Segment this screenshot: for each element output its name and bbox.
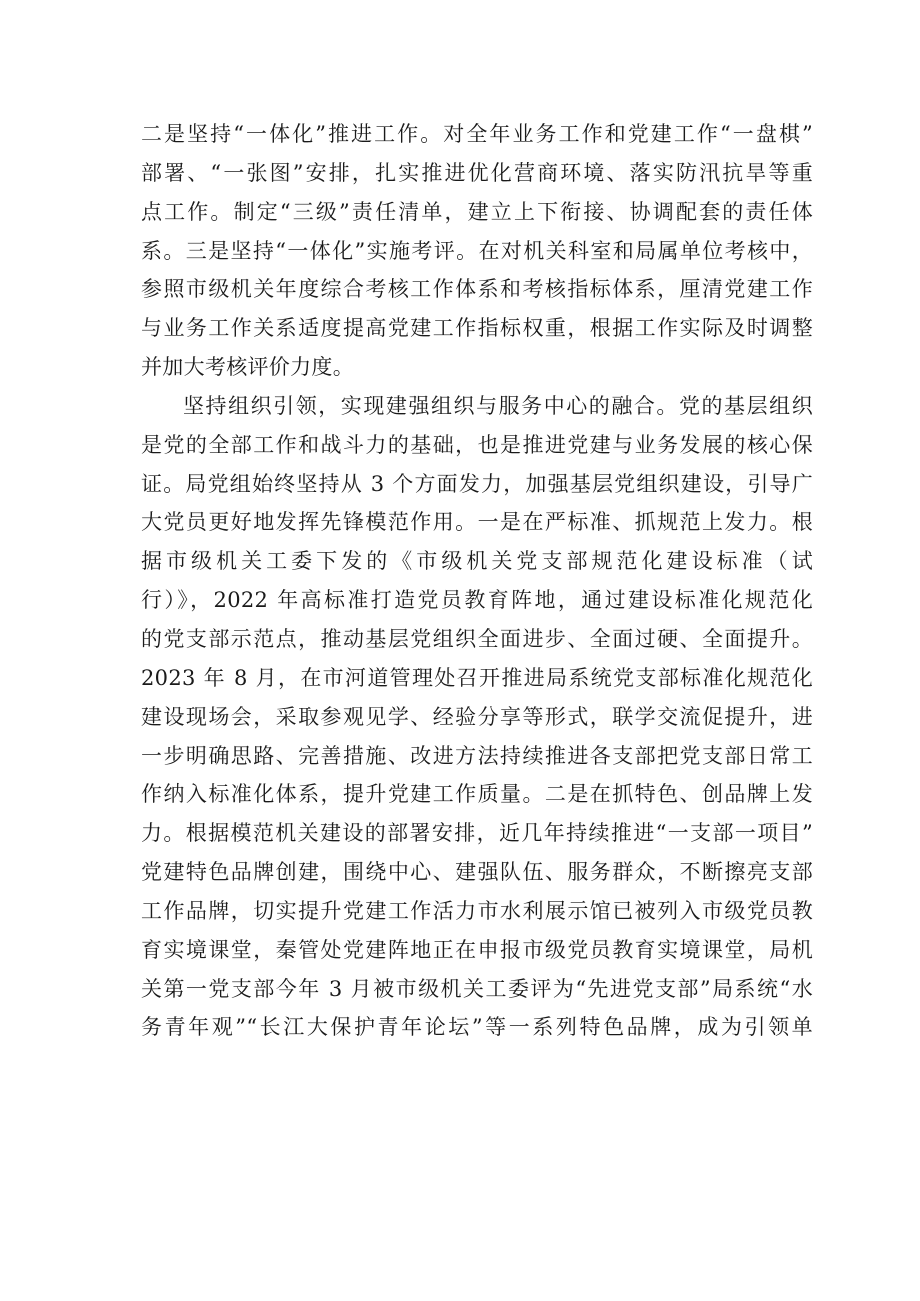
- text-line: 与业务工作关系适度提高党建工作指标权重，根据工作实际及时调整: [141, 316, 813, 341]
- text-line: 务青年观”“长江大保护青年论坛”等一系列特色品牌，成为引领单: [141, 1015, 813, 1040]
- body-text: [141, 124, 813, 1056]
- text-line: 部署、“一张图”安排，扎实推进优化营商环境、落实防汛抗旱等重: [141, 160, 813, 185]
- paragraph-first-line: 坚持组织引领，实现建强组织与服务中心的融合。党的基层组织: [183, 393, 813, 418]
- text-line: 党建特色品牌创建，围绕中心、建强队伍、服务群众，不断擦亮支部: [141, 860, 813, 885]
- text-line: 大党员更好地发挥先锋模范作用。一是在严标准、抓规范上发力。根: [141, 510, 813, 535]
- text-line: 二是坚持“一体化”推进工作。对全年业务工作和党建工作“一盘棋”: [141, 122, 813, 146]
- text-line: 2023 年 8 月，在市河道管理处召开推进局系统党支部标准化规范化: [141, 665, 813, 690]
- text-line: 作纳入标准化体系，提升党建工作质量。二是在抓特色、创品牌上发: [141, 782, 813, 807]
- text-line: 系。三是坚持“一体化”实施考评。在对机关科室和局属单位考核中，: [141, 238, 813, 263]
- text-line: 参照市级机关年度综合考核工作体系和考核指标体系，厘清党建工作: [141, 277, 813, 302]
- text-line: 建设现场会，采取参观见学、经验分享等形式，联学交流促提升，进: [141, 704, 813, 729]
- text-line: 行）》，2022 年高标准打造党员教育阵地，通过建设标准化规范化: [141, 588, 813, 613]
- text-line: 育实境课堂，秦管处党建阵地正在申报市级党员教育实境课堂，局机: [141, 937, 813, 962]
- text-line: 并加大考核评价力度。: [141, 355, 354, 380]
- text-line: 据市级机关工委下发的《市级机关党支部规范化建设标准（试: [141, 549, 813, 574]
- text-line: 是党的全部工作和战斗力的基础，也是推进党建与业务发展的核心保: [141, 432, 813, 457]
- text-line: 一步明确思路、完善措施、改进方法持续推进各支部把党支部日常工: [141, 743, 813, 768]
- text-line: 点工作。制定“三级”责任清单，建立上下衔接、协调配套的责任体: [141, 199, 813, 224]
- text-line: 关第一党支部今年 3 月被市级机关工委评为“先进党支部”局系统“水: [141, 976, 813, 1001]
- text-line: 证。局党组始终坚持从 3 个方面发力，加强基层党组织建设，引导广: [141, 471, 813, 496]
- text-line: 的党支部示范点，推动基层党组织全面进步、全面过硬、全面提升。: [141, 626, 813, 651]
- text-line: 力。根据模范机关建设的部署安排，近几年持续推进“一支部一项目”: [141, 821, 813, 846]
- text-line: 工作品牌，切实提升党建工作活力市水利展示馆已被列入市级党员教: [141, 898, 813, 923]
